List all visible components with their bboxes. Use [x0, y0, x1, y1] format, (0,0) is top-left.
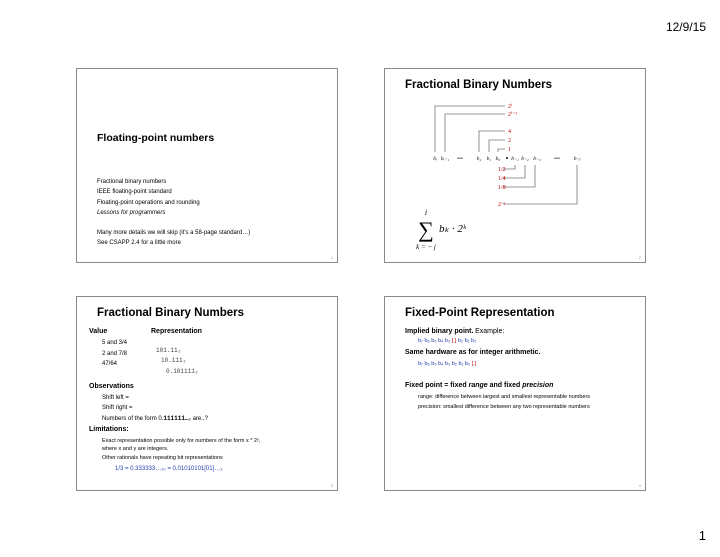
- bit-pattern-1: [418, 338, 476, 344]
- fp-part-a: Fixed point = fixed: [405, 382, 469, 389]
- same-hardware-label: Same hardware as for integer arithmetic.: [405, 349, 541, 356]
- fp-precision: precision: [522, 382, 554, 389]
- bits-1-high: b₇ b₆ b₅ b₄ b₃: [418, 338, 452, 344]
- column-header-value: Value: [89, 328, 108, 335]
- representation-item: 10.111₂: [161, 357, 187, 364]
- observation-item: Shift left =: [102, 395, 129, 401]
- weight-2-neg-j: 2⁻ʲ: [498, 202, 506, 208]
- slide-1-note-2: See CSAPP 2.4 for a little more: [97, 240, 181, 246]
- bit-label: b₋₂: [521, 156, 529, 162]
- bit-label: b₋₁: [511, 156, 519, 162]
- value-item: 5 and 3/4: [102, 340, 128, 346]
- bit-label: b₁: [486, 156, 492, 162]
- implied-point-example: Example:: [475, 328, 505, 335]
- weight-2-i-1: 2ⁱ⁻¹: [508, 112, 518, 118]
- observation-form: [102, 415, 208, 422]
- weight-1: 1: [508, 147, 511, 153]
- observations-heading: Observations: [89, 383, 134, 390]
- bits-1-point: [.]: [451, 338, 457, 344]
- form-bits: 111111…: [163, 415, 189, 422]
- slide-4-title: Fixed-Point Representation: [405, 307, 555, 319]
- form-suffix: ₂ are..?: [188, 416, 208, 422]
- implied-point-line: [405, 328, 504, 335]
- weight-1-4: 1/4: [498, 176, 506, 182]
- slide-thumbnail-2[interactable]: [384, 68, 646, 263]
- bit-label: •••: [554, 156, 560, 162]
- slide-1-item-2: IEEE floating-point standard: [97, 189, 172, 195]
- weight-4: 4: [508, 129, 511, 135]
- representation-item: 0.101111₂: [166, 368, 199, 375]
- implied-point-label: Implied binary point.: [405, 328, 474, 335]
- slide-1-item-1: Fractional binary numbers: [97, 179, 167, 185]
- date-label: 12/9/15: [665, 20, 706, 34]
- page-number: 1: [698, 528, 706, 543]
- fp-range: range: [468, 382, 488, 389]
- bits-2-all: b₇ b₆ b₅ b₄ b₃ b₂ b₁ b₀: [418, 361, 472, 367]
- limitation-2: Other rationals have repeating bit representations: [102, 455, 223, 461]
- slide-thumbnail-4[interactable]: [384, 296, 646, 491]
- slide-4-number: 4: [638, 483, 641, 488]
- value-item: 47/64: [102, 361, 118, 367]
- binary-weight-diagram: [385, 69, 647, 264]
- value-item: 2 and 7/8: [102, 351, 128, 357]
- slide-3-title: Fractional Binary Numbers: [97, 307, 244, 319]
- observation-item: Shift right =: [102, 405, 133, 411]
- bit-label: b₂: [476, 156, 482, 162]
- bit-label: bᵢ₋₁: [440, 156, 450, 162]
- bits-2-point: [.]: [471, 361, 477, 367]
- representation-item: 101.11₂: [156, 347, 182, 354]
- precision-description: precision: smallest difference between any two representable numbers: [418, 404, 590, 410]
- bit-label: b₋₃: [533, 156, 541, 162]
- range-description: range: difference between largest and smallest representable numbers: [418, 394, 591, 400]
- slide-2-title: Fractional Binary Numbers: [405, 79, 552, 91]
- fixed-point-definition: [405, 382, 553, 389]
- slide-1-note-1: Many more details we will skip (it's a 58-page standard…): [97, 230, 251, 236]
- slide-1-number: 1: [330, 255, 333, 260]
- binary-point: •: [505, 154, 509, 163]
- slide-thumbnail-1[interactable]: [76, 68, 338, 263]
- column-header-representation: Representation: [151, 328, 202, 335]
- bit-label: b₋ⱼ: [573, 156, 581, 162]
- bit-pattern-2: [418, 361, 476, 367]
- limitation-1: Exact representation possible only for numbers of the form x * 2ʸ,: [102, 438, 261, 444]
- slide-thumbnail-3[interactable]: [76, 296, 338, 491]
- limitation-1-cont: where x and y are integers.: [102, 446, 169, 452]
- fp-part-b: and fixed: [487, 382, 523, 389]
- sum-lower-limit: k = − j: [416, 243, 436, 251]
- slide-1-item-3: Floating-point operations and rounding: [97, 200, 200, 206]
- repeating-example: 1/3 = 0.333333…₁₀ = 0.01010101[01]…₂: [115, 466, 223, 472]
- weight-2-i: 2ⁱ: [508, 104, 513, 110]
- form-prefix: Numbers of the form 0.: [102, 416, 164, 422]
- slide-2-number: 2: [638, 255, 641, 260]
- bits-1-low: b₂ b₁ b₀: [456, 338, 477, 344]
- slide-1-title: Floating-point numbers: [97, 132, 215, 144]
- bit-label: b₀: [495, 156, 501, 162]
- sum-term: bₖ · 2ᵏ: [439, 223, 467, 235]
- slide-1-item-4: Lessons for programmers: [97, 210, 166, 216]
- sigma-symbol: ∑: [418, 217, 434, 242]
- bit-label: bᵢ: [433, 156, 437, 162]
- weight-2: 2: [508, 138, 511, 144]
- limitations-heading: Limitations:: [89, 426, 129, 433]
- sum-upper-limit: i: [424, 208, 428, 217]
- weight-1-8: 1/8: [498, 185, 506, 191]
- slide-3-number: 3: [330, 483, 333, 488]
- weight-1-2: 1/2: [498, 167, 506, 173]
- bit-label: •••: [457, 156, 463, 162]
